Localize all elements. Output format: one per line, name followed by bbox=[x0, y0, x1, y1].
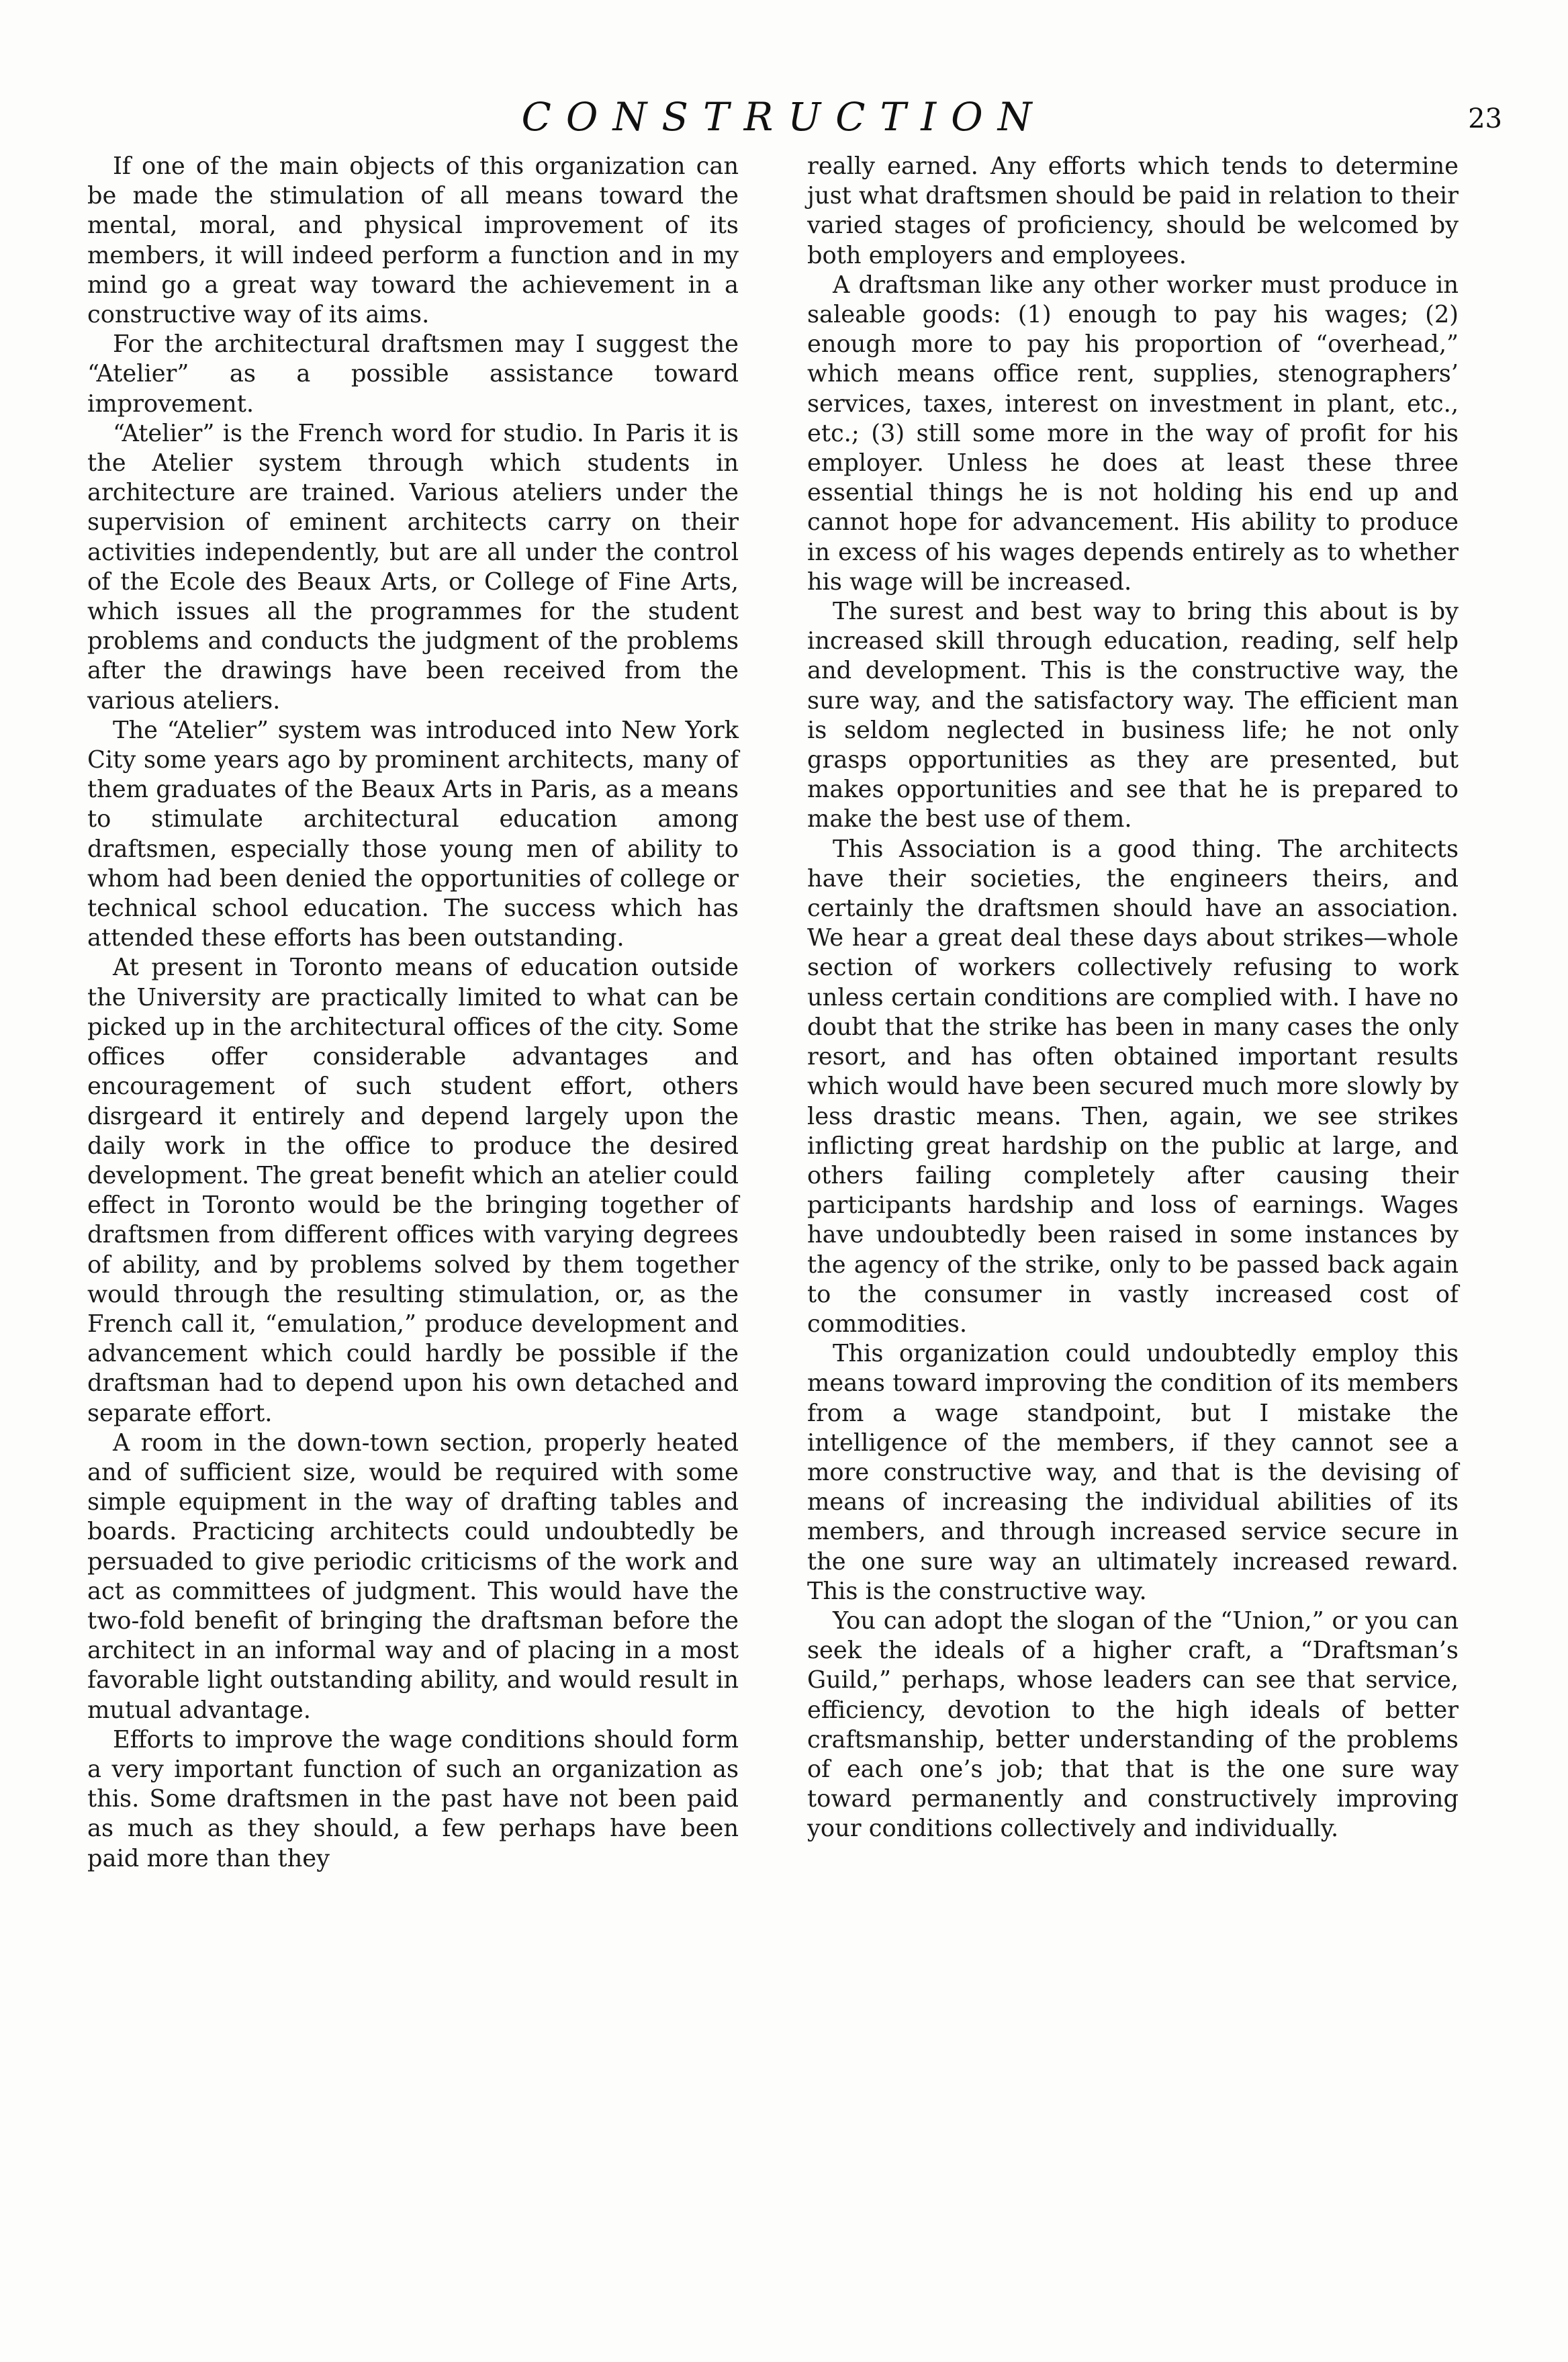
article-paragraph: This Association is a good thing. The architects have their societies, the engineers theirs, and certainly the draftsmen should have an association. We hear a great deal these days about strikes—whole section of workers collectively refusing to work unless certain conditions are complied with. I have no doubt that the strike has been in many cases the only resort, and has often obtained important results which would have been secured much more slowly by less drastic means. Then, again, we see strikes inflicting great hardship on the public at large, and others failing completely after causing their participants hardship and loss of earnings. Wages have undoubtedly been raised in some instances by the agency of the strike, only to be passed back again to the consumer in vastly increased cost of commodities. bbox=[807, 835, 1459, 1338]
right-column bbox=[807, 152, 1459, 1844]
article-paragraph: At present in Toronto means of education outside the University are practically limited to what can be picked up in the architectural offices of the city. Some offices offer considerable advantages and encouragement of such student effort, others disrgeard it entirely and depend largely upon the daily work in the office to produce the desired development. The great benefit which an atelier could effect in Toronto would be the bringing together of draftsmen from different offices with varying degrees of ability, and by problems solved by them together would through the resulting stimulation, or, as the French call it, “emulation,” produce development and advancement which could hardly be possible if the draftsman had to depend upon his own detached and separate effort. bbox=[87, 954, 739, 1427]
page-header bbox=[0, 94, 1568, 148]
left-column bbox=[87, 152, 739, 1874]
article-paragraph: The “Atelier” system was introduced into New York City some years ago by prominent architects, many of them graduates of the Beaux Arts in Paris, as a means to stimulate architectural education among draftsmen, especially those young men of ability to whom had been denied the opportunities of college or technical school education. The success which has attended these efforts has been outstanding. bbox=[87, 716, 739, 952]
article-paragraph-continuation: really earned. Any efforts which tends to determine just what draftsmen should be paid in relation to their varied stages of proficiency, should be welcomed by both employers and employees. bbox=[807, 152, 1459, 269]
article-paragraph: This organization could undoubtedly employ this means toward improving the condition of its members from a wage standpoint, but I mistake the intelligence of the members, if they cannot see a more constructive way, and that is the devising of means of increasing the individual abilities of its members, and through increased service secure in the one sure way an ultimately increased reward. This is the constructive way. bbox=[807, 1340, 1459, 1605]
article-paragraph: The surest and best way to bring this about is by increased skill through education, reading, self help and development. This is the constructive way, the sure way, and the satisfactory way. The efficient man is seldom neglected in business life; he not only grasps opportunities as they are presented, but makes opportunities and see that he is prepared to make the best use of them. bbox=[807, 598, 1459, 833]
article-paragraph: You can adopt the slogan of the “Union,” or you can seek the ideals of a higher craft, a “Draftsman’s Guild,” perhaps, whose leaders can see that service, efficiency, devotion to the high ideals of better craftsmanship, better understanding of the problems of each one’s job; that that is the one sure way toward permanently and constructively improving your conditions collectively and individually. bbox=[807, 1606, 1459, 1843]
article-paragraph: For the architectural draftsmen may I suggest the “Atelier” as a possible assistance toward improvement. bbox=[87, 330, 739, 418]
running-title: CONSTRUCTION bbox=[521, 94, 1047, 140]
article-paragraph: Efforts to improve the wage conditions should form a very important function of such an organization as this. Some draftsmen in the past have not been paid as much as they should, a few perhaps have been paid more than they bbox=[87, 1725, 739, 1872]
article-paragraph: A draftsman like any other worker must produce in saleable goods: (1) enough to pay his wages; (2) enough more to pay his proportion of “overhead,” which means office rent, supplies, stenographers’ services, taxes, interest on investment in plant, etc., etc.; (3) still some more in the way of profit for his employer. Unless he does at least these three essential things he is not holding his end up and cannot hope for advancement. His ability to produce in excess of his wages depends entirely as to whether his wage will be increased. bbox=[807, 271, 1459, 596]
article-paragraph: A room in the down-town section, properly heated and of sufficient size, would be required with some simple equipment in the way of drafting tables and boards. Practicing architects could undoubtedly be persuaded to give periodic criticisms of the work and act as committees of judgment. This would have the two-fold benefit of bringing the draftsman before the architect in an informal way and of placing in a most favorable light outstanding ability, and would result in mutual advantage. bbox=[87, 1428, 739, 1724]
page-number: 23 bbox=[1468, 103, 1502, 134]
article-paragraph: “Atelier” is the French word for studio. In Paris it is the Atelier system through which students in architecture are trained. Various ateliers under the supervision of eminent architects carry on their activities independently, but are all under the control of the Ecole des Beaux Arts, or College of Fine Arts, which issues all the programmes for the student problems and conducts the judgment of the problems after the drawings have been received from the various ateliers. bbox=[87, 419, 739, 715]
article-paragraph: If one of the main objects of this organization can be made the stimulation of all means toward the mental, moral, and physical improvement of its members, it will indeed perform a function and in my mind go a great way toward the achievement in a constructive way of its aims. bbox=[87, 152, 739, 329]
